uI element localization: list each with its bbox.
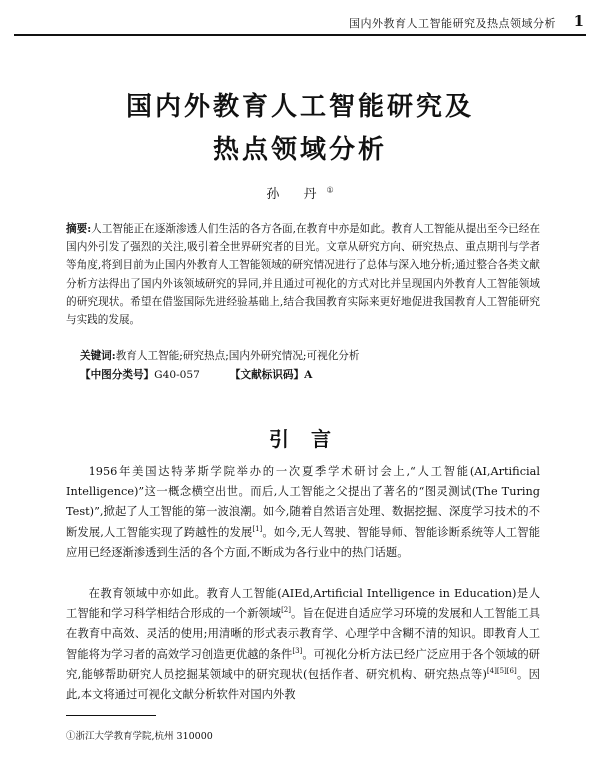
paper-title-line-2: 热点领域分析 <box>212 135 387 165</box>
para2-text-b: 。旨在促进自适应学习环境的发展和人工智能工具在教育中高效、灵活的使用;用清晰的形式表示教育学、心理学中含糊不清的知识。即教育人工智能将为学习者的高效学习创造更优越的条件 <box>66 607 540 661</box>
keywords-text: 教育人工智能;研究热点;国内外研究情况;可视化分析 <box>115 350 360 362</box>
clc-value: G40-057 <box>154 369 200 381</box>
citation: [4][5][6] <box>486 667 517 676</box>
citation: [2] <box>281 606 291 615</box>
classification-line <box>80 366 540 384</box>
body-paragraph-2 <box>66 584 540 705</box>
keywords-label: 关键词: <box>80 350 116 362</box>
author-name: 孙 丹 <box>266 187 327 202</box>
abstract-text: 人工智能正在逐渐渗透人们生活的各方各面,在教育中亦是如此。教育人工智能从提出至今已经在国内外引发了强烈的关注,吸引着全世界研究者的目光。文章从研究方向、研究热点、重点期刊与学者等角度,将到目前为止国内外教育人工智能领域的研究情况进行了总体与深入地分析;通过整合各类文献分析方法得出了国内外该领域研究的异同,并且通过可视化的方式对比并呈现国内外教育人工智能领域的研究现状。希望在借鉴国际先进经验基础上,结合我国教育实际来更好地促进我国教育人工智能研究与实践的发展。 <box>66 223 540 327</box>
doc-code-label: 【文献标识码】 <box>229 369 305 381</box>
para1-end: 。如今,无人驾驶、智能导师、智能诊断系统等人工智能应用已经逐渐渗透到生活的各个方面,不断成为各行业中的热门话题。 <box>66 525 541 559</box>
running-title: 国内外教育人工智能研究及热点领域分析 <box>349 17 556 30</box>
citation: [1] <box>252 524 263 533</box>
para1-text: 1956年美国达特茅斯学院举办的一次夏季学术研讨会上,“人工智能(AI,Artificial Intelligence)”这一概念横空出世。而后,人工智能之父提出了著名的“图灵测试(The Turing Test)”,掀起了人工智能的第一波浪潮。如今,随着自然语言处理、数据挖掘、深度学习技术的不断发展,人工智能实现了跨越性的发展 <box>66 465 540 539</box>
citation: [3] <box>292 646 303 655</box>
paper-title-line-1: 国内外教育人工智能研究及 <box>125 92 474 122</box>
body-paragraph-1 <box>66 462 540 563</box>
footnote-divider <box>66 715 156 716</box>
doc-code-value: A <box>304 369 313 381</box>
footnote: ①浙江大学教育学院,杭州 310000 <box>66 731 213 742</box>
running-header <box>14 10 586 36</box>
clc-label: 【中图分类号】 <box>80 369 155 381</box>
para2-text-c: 。可视化分析方法已经广泛应用于各个领域的研究,能够帮助研究人员挖掘某领域中的研究现状(包括作者、研究机构、研究热点等) <box>66 647 540 681</box>
para2-text-a: 在教育领域中亦如此。教育人工智能(AIEd,Artificial Intelligence in Education)是人工智能和学习科学相结合形成的一个新领域 <box>66 587 540 621</box>
author-footnote-mark: ① <box>326 185 334 195</box>
page-number: 1 <box>573 12 584 30</box>
para2-text-d: 。因此,本文将通过可视化文献分析软件对国内外教 <box>66 667 540 702</box>
section-title: 引言 <box>269 427 353 451</box>
keywords <box>80 347 540 365</box>
abstract <box>66 220 540 329</box>
abstract-label: 摘要: <box>66 223 92 235</box>
author-line <box>0 183 600 202</box>
